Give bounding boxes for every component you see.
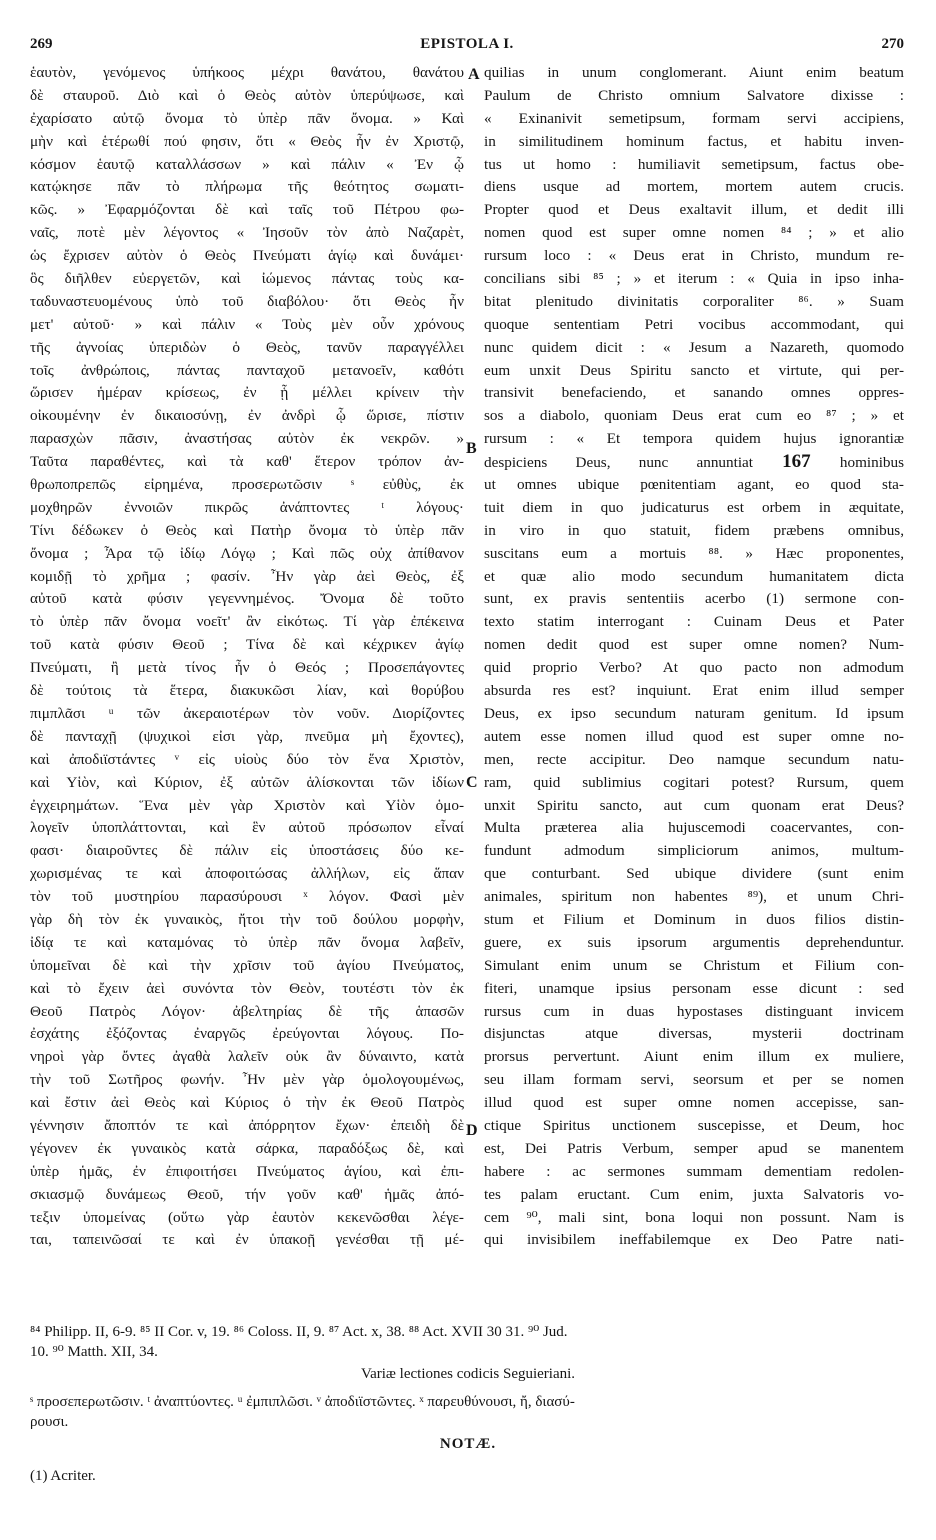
greek-text-line: ὃς διῆλθεν εὐεργετῶν, καὶ ἰώμενος πάντας τοὺς κα- [30, 270, 464, 288]
greek-text-line: Θεοῦ Πατρὸς Λόγον· ἀβελτηρίας δὲ τῆς ἁπασῶν [30, 1002, 464, 1020]
latin-text-line: cem ⁹⁰, mali sint, bona loqui non possunt. Nam is [484, 1208, 904, 1226]
latin-text-line: diens usque ad mortem, mortem autem crucis. [484, 178, 904, 196]
greek-text-line: γὰρ δὴ τὸν ἐκ γυναικὸς, ἤτοι τὴν τοῦ δούλου μορφὴν, [30, 910, 464, 928]
greek-text-line: Ταῦτα παραθέντες, καὶ τὰ καθ' ἕτερον τρόπον ἀν- [30, 453, 464, 471]
greek-text-line: λογεῖν ὑποπλάττονται, καὶ ἓν αὐτοῦ πρόσωπον εἶναί [30, 819, 464, 837]
latin-text-line: fundunt admodum simpliciorum animos, multum- [484, 842, 904, 860]
greek-text-line: νηροὶ γὰρ ὄντες ἀγαθὰ λαλεῖν οὐκ ἂν δύναιντο, κατὰ [30, 1048, 464, 1066]
greek-text-line: ὥρισεν ἡμέραν κρίσεως, ἐν ᾗ μέλλει κρίνειν τὴν [30, 384, 464, 402]
column-number: 167 [753, 451, 840, 473]
greek-text-line: ἰδίᾳ τε καὶ καταμόνας τὸ ὑπὲρ πᾶν ὄνομα λαβεῖν, [30, 933, 464, 951]
greek-text-line: ται, ταπεινῶσαί τε καὶ ἐν ὑπακοῇ γενέσθαι τῇ μέ- [30, 1231, 464, 1249]
latin-text-line: quilias in unum conglomerant. Aiunt enim beatum [484, 64, 904, 81]
scripture-references [30, 1322, 904, 1362]
greek-text-line: καὶ ἀποδιϊστάντες ᵛ εἰς υἱοὺς δύο τὸν ἕνα Χριστὸν, [30, 750, 464, 768]
latin-text-line: ut omnes ubique pœnitentiam agant, eo quod sta- [484, 476, 904, 494]
page-number-left: 269 [30, 36, 53, 52]
greek-text-line: παρασχὼν πᾶσιν, ἀναστήσας αὐτὸν ἐκ νεκρῶν. » [30, 430, 464, 448]
greek-text-column [30, 62, 464, 1327]
greek-text-line: αὐτοῦ κατὰ φύσιν γεγεννημένος. Ὄνομα δὲ τοῦτο [30, 590, 464, 608]
latin-text-line: absurda res est? inquiunt. Erat enim illud semper [484, 682, 904, 700]
latin-text-line: tes palam eructant. Cum enim, juxta Salvatoris vo- [484, 1185, 904, 1203]
latin-text-line: Propter quod et Deus exaltavit illum, et dedit illi [484, 201, 904, 219]
latin-text-line: autem esse nomen illud quod est super omne no- [484, 727, 904, 745]
latin-text-line: seu illam formam servi, seorsum et per se nomen [484, 1071, 904, 1089]
greek-text-line: τῆς ἀγνοίας ὑπεριδὼν ὁ Θεὸς, τανῦν παραγγέλλει [30, 338, 464, 356]
greek-text-line: μὴν καὶ ἑτέρωθί πού φησιν, ὅτι « Θεὸς ἦν ἐν Χριστῷ, [30, 132, 464, 150]
greek-text-line: πιμπλᾶσι ᵘ τῶν ἀκεραιοτέρων τὸν νοῦν. Διορίζοντες [30, 704, 464, 722]
latin-text-line: « Exinanivit semetipsum, formam servi accipiens, [484, 109, 904, 127]
latin-text-line: men, recte accipitur. Deo namque secundum natu- [484, 750, 904, 768]
latin-text-column [484, 62, 904, 1327]
latin-text-line: rursum : « Et tempora quidem hujus ignorantiæ [484, 430, 904, 448]
latin-text-line: qui invisibilem ineffabilemque ex Deo Patre nati- [484, 1231, 904, 1249]
greek-text-line: καὶ Υἱὸν, καὶ Κύριον, ἐξ αὐτῶν ἁλίσκονται τῶν ἰδίων [30, 773, 464, 791]
latin-text-line: Paulum de Christo omnium Salvatore dixisse : [484, 86, 904, 104]
latin-text-line: bitat plenitudo divinitatis corporaliter ⁸⁶. » Suam [484, 292, 904, 310]
greek-text-line: κόσμον ἑαυτῷ καταλλάσσων » καὶ πάλιν « Ἐν ᾧ [30, 155, 464, 173]
greek-text-line: ἐχαρίσατο αὐτῷ ὄνομα τὸ ὑπὲρ πᾶν ὄνομα. » Καὶ [30, 109, 464, 127]
greek-text-line: φασι· διαιροῦντες δὲ πάλιν εἰς ὑποστάσεις δύο κε- [30, 842, 464, 860]
greek-text-line: χωρισμένας τε καὶ ἀποφοιτώσας ἀλλήλων, εἰς ἅπαν [30, 865, 464, 883]
greek-text-line: καὶ ἔστιν ἀεὶ Θεὸς καὶ Κύριος ὁ τὴν ἐκ Θεοῦ Πατρὸς [30, 1094, 464, 1112]
latin-text-line: ram, quid sublimius cogitari potest? Rursum, quem [484, 773, 904, 791]
notae-heading: NOTÆ. [439, 1436, 497, 1452]
greek-text-line: σκιασμῷ δυνάμεως Θεοῦ, τήν γοῦν καθ' ἡμᾶς ἀπό- [30, 1185, 464, 1203]
greek-text-line: ναῖς, ποτὲ μὲν λέγοντος « Ἰησοῦν τὸν ἀπὸ Ναζαρὲτ, [30, 224, 464, 242]
greek-text-line: δὲ τούτοις τὰ ἕτερα, διακυκῶσι λίαν, καὶ θορύβου [30, 682, 464, 700]
latin-text-line: quoque sententiam Petri vocibus accommodant, qui [484, 315, 904, 333]
greek-text-line: τοῦ κατὰ φύσιν Θεοῦ ; Τίνα δὲ καὶ κέχρικεν ἁγίῳ [30, 636, 464, 654]
greek-text-line: θρωποπρεπῶς εἰρημένα, προσερωτῶσιν ˢ εὐθὺς, ἐκ [30, 476, 464, 494]
latin-text-line: illud quod est super omne nomen accepisse, san- [484, 1094, 904, 1112]
latin-text-line: suscitans eum a mortuis ⁸⁸. » Hæc proponentes, [484, 544, 904, 562]
greek-text-line: μετ' αὐτοῦ· » καὶ πάλιν « Τοὺς μὲν οὖν χρόνους [30, 315, 464, 333]
latin-text-line: nunc quidem dicit : « Jesum a Nazareth, quomodo [484, 338, 904, 356]
latin-text-line: habere : ac sermones summam dementiam redolen- [484, 1162, 904, 1180]
note-1: (1) Acriter. [30, 1468, 96, 1484]
latin-text-line: rursus cum in duas hypostases distinguant invicem [484, 1002, 904, 1020]
latin-text-line: nomen quod est super omne nomen ⁸⁴ ; » et alio [484, 224, 904, 242]
greek-text-line: ὑπὲρ ἡμᾶς, ἐν ἐπιφοιτήσει Πνεύματος ἁγίου, καὶ ἐπι- [30, 1162, 464, 1180]
latin-text-line: concilians sibi ⁸⁵ ; » et iterum : « Quia in ipso inha- [484, 270, 904, 288]
running-title: EPISTOLA I. [420, 36, 514, 52]
latin-text-line: rursum loco : « Deus erat in Christo, mundum re- [484, 247, 904, 265]
greek-text-line: κῶς. » Ἐφαρμόζονται δὲ καὶ ταῖς τοῦ Πέτρου φω- [30, 201, 464, 219]
latin-text-line: texto statim interrogant : Cuinam Deus et Pater [484, 613, 904, 631]
latin-line-tail: hominibus [839, 454, 904, 472]
latin-text-line: tuit diem in quo judicaturus est orbem in æquitate, [484, 498, 904, 516]
section-marker-d: D [466, 1122, 478, 1139]
greek-text-line: γέγονεν ἐκ γυναικὸς κατὰ σάρκα, παραδόξως δὲ, καὶ [30, 1139, 464, 1157]
latin-text-line: Deus, ex ipso secundum naturam genitum. Id ipsum [484, 704, 904, 722]
greek-text-line: ἐσχάτης ἐξόζοντας ἐναργῶς ἐρεύγονται λόγους. Πο- [30, 1025, 464, 1043]
greek-text-line: τὸν τοῦ μυστηρίου παρασύρουσι ˣ λόγον. Φασὶ μὲν [30, 888, 464, 906]
section-marker-b: B [466, 440, 477, 457]
latin-text-line: quid proprio Verbo? At quo pacto non admodum [484, 659, 904, 677]
greek-text-line: τὸ ὑπὲρ πᾶν ὄνομα νοεῖτ' ἂν εἰκότως. Τί γὰρ ἐπέκεινα [30, 613, 464, 631]
latin-text-line: Simulant enim unum se Christum et Filium con- [484, 956, 904, 974]
latin-text-line: et quæ alio modo secundum humanitatem dicta [484, 567, 904, 585]
latin-text-line: guere, ex suis ipsorum argumentis deprehenduntur. [484, 933, 904, 951]
greek-text-line: τὴν τοῦ Σωτῆρος φωνήν. Ἦν μὲν γὰρ ὁμολογουμένως, [30, 1071, 464, 1089]
page-number-right: 270 [881, 36, 904, 52]
greek-text-line: ταδυναστευομένους ὑπὸ τοῦ διαβόλου· ὅτι Θεὸς ἦν [30, 292, 464, 310]
greek-text-line: μοχθηρῶν ἐννοιῶν πικρῶς ἀνάπτοντες ᵗ λόγους· [30, 498, 464, 516]
variae-line: ˢ προσεπερωτῶσιν. ᵗ ἀναπτύοντες. ᵘ ἐμπιπλῶσι. ᵛ ἀποδιϊστῶντες. ˣ παρευθύνουσι, ἤ, διασύ- [30, 1394, 575, 1410]
greek-text-line: τεξιν ὑπομείνας (οὕτω γὰρ ἑαυτὸν κεκενῶσθαι λέγε- [30, 1208, 464, 1226]
latin-text-line: nomen dedit quod est super omne nomen? Num- [484, 636, 904, 654]
latin-text-line: animales, spiritum non habentes ⁸⁹), et unum Chri- [484, 888, 904, 906]
greek-text-line: τοῖς ἀνθρώποις, πάντας πανταχοῦ μετανοεῖν, καθότι [30, 361, 464, 379]
latin-text-line: sos a diabolo, quoniam Deus erat cum eo ⁸⁷ ; » et [484, 407, 904, 425]
variae-lectiones [30, 1392, 904, 1432]
greek-text-line: κομιδῇ τὸ χρῆμα ; φασίν. Ἦν γὰρ ἀεὶ Θεὸς, ἐξ [30, 567, 464, 585]
section-marker-a: A [468, 66, 480, 83]
latin-text-line: fiteri, unamque ipsius personam esse dicunt : sed [484, 979, 904, 997]
latin-text-line: in similitudinem hominum factus, et habitu inven- [484, 132, 904, 150]
scripture-refs-line: ⁸⁴ Philipp. II, 6-9. ⁸⁵ II Cor. v, 19. ⁸⁶ Coloss. II, 9. ⁸⁷ Act. x, 38. ⁸⁸ Act. XVII 30 31. ⁹⁰ Jud. [30, 1324, 568, 1340]
greek-text-line: καὶ τὸ ἔχειν ἀεὶ συνόντα τὸν Θεὸν, τουτέστι τὸν ἐκ [30, 979, 464, 997]
greek-text-line: κατῴκησε πᾶν τὸ πλήρωμα τῆς θεότητος σωματι- [30, 178, 464, 196]
latin-text-line: tus ut homo : humiliavit semetipsum, factus obe- [484, 155, 904, 173]
greek-text-line: ἑαυτὸν, γενόμενος ὑπήκοος μέχρι θανάτου, θανάτου [30, 64, 464, 81]
greek-text-line: ὡς ἔχρισεν αὐτὸν ὁ Θεὸς Πνεύματι ἁγίῳ καὶ δυνάμει· [30, 247, 464, 265]
variae-lectiones-title: Variæ lectiones codicis Seguieriani. [360, 1366, 576, 1382]
latin-text-line: que conturbant. Sed ubique dividere (sunt enim [484, 865, 904, 883]
latin-text-line: sunt, ex pravis sententiis acerbo (1) sermone con- [484, 590, 904, 608]
latin-text-line: in viro in quo statuit, fidem præbens omnibus, [484, 521, 904, 539]
greek-text-line: Πνεύματι, ἢ μετὰ τίνος ἦν ὁ Θεός ; Προσεπάγοντες [30, 659, 464, 677]
latin-text-line: transivit benefaciendo, et sanando omnes oppres- [484, 384, 904, 402]
latin-text-line: unxit Spiritu sancto, aut cum quonam erat Deus? [484, 796, 904, 814]
notes [30, 1466, 904, 1486]
latin-text-line: despiciens Deus, nunc annuntiat 167 hominibus [484, 451, 904, 473]
latin-text-line: est, Dei Patris Verbum, semper apud se manentem [484, 1139, 904, 1157]
latin-text-line: ctique Spiritus unctionem suscepisse, et Deum, hoc [484, 1116, 904, 1134]
greek-text-line: ὄνομα ; Ἆρα τῷ ἰδίῳ Λόγῳ ; Καὶ πῶς οὐχ ἀπίθανον [30, 544, 464, 562]
latin-text-line: prorsus pervertunt. Aiunt enim illum ex muliere, [484, 1048, 904, 1066]
greek-text-line: γέννησιν ἄποπτόν τε καὶ ἀπόρρητον ἔχων· ἐπειδὴ δὲ [30, 1116, 464, 1134]
scripture-refs-line-cont: 10. ⁹⁰ Matth. XII, 34. [30, 1344, 158, 1360]
latin-text-line: disjunctas atque diversas, mysterii doctrinam [484, 1025, 904, 1043]
latin-text-line: eum unxit Deus Spiritu sancto et virtute, qui per- [484, 361, 904, 379]
greek-text-line: δὲ σταυροῦ. Διὸ καὶ ὁ Θεὸς αὐτὸν ὑπερύψωσε, καὶ [30, 86, 464, 104]
section-marker-c: C [466, 774, 478, 791]
greek-text-line: οἰκουμένην ἐν δικαιοσύνῃ, ἐν ἀνδρὶ ᾧ ὥρισε, πίστιν [30, 407, 464, 425]
greek-text-line: Τίνι δέδωκεν ὁ Θεὸς καὶ Πατὴρ ὄνομα τὸ ὑπὲρ πᾶν [30, 521, 464, 539]
page-header [30, 36, 904, 58]
greek-text-line: ὑπομεῖναι δὲ καὶ τὴν χρῖσιν τοῦ ἁγίου Πνεύματος, [30, 956, 464, 974]
greek-text-line: δὲ πανταχῇ (ψυχικοὶ εἰσι γὰρ, πνεῦμα μὴ ἔχοντες), [30, 727, 464, 745]
latin-text-line: stum et Filium et Dominum in duos filios distin- [484, 910, 904, 928]
latin-text-line: Multa præterea alia hujuscemodi coacervantes, con- [484, 819, 904, 837]
greek-text-line: ἐγχειρημάτων. Ἕνα μὲν γὰρ Χριστὸν καὶ Υἱὸν ὁμο- [30, 796, 464, 814]
variae-line-cont: ρουσι. [30, 1414, 69, 1430]
